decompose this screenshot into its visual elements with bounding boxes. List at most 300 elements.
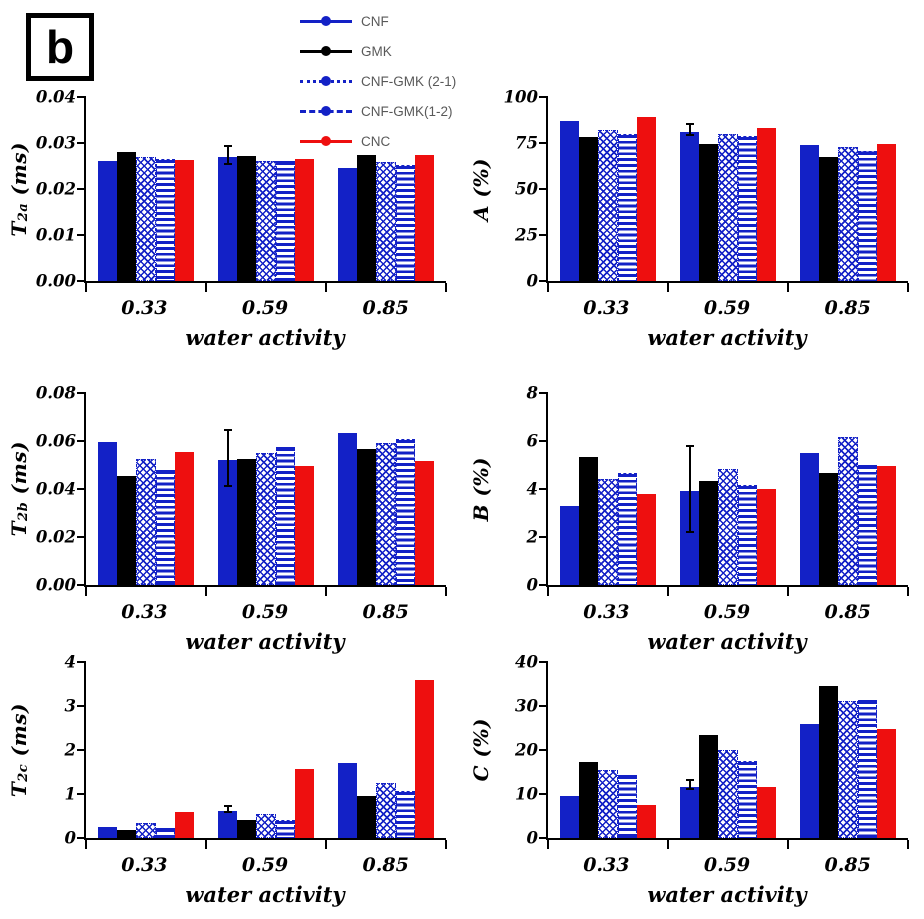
y-tick-mark-icon	[77, 749, 86, 751]
x-axis-title: water activity	[647, 325, 807, 350]
bar-cnf-gmk-1-2-	[156, 470, 175, 585]
legend-marker-icon	[300, 45, 352, 57]
x-tick-label: 0.85	[362, 854, 409, 876]
bar-gmk	[357, 155, 376, 281]
bar-slot	[415, 97, 434, 281]
x-axis-title: water activity	[647, 629, 807, 654]
y-tick-label: 20	[515, 739, 538, 759]
x-tick-mark-icon	[547, 840, 549, 849]
y-axis-title: $T_{2c}$ (ms)	[7, 702, 31, 798]
bar-slot	[175, 97, 194, 281]
bar-group-0.85	[326, 662, 446, 838]
bar-cnc	[175, 452, 194, 585]
bar-cnc	[637, 117, 656, 281]
y-tick-mark-icon	[539, 488, 548, 490]
x-tick-mark-icon	[667, 840, 669, 849]
y-tick-mark-icon	[539, 280, 548, 282]
bar-cnf-gmk-2-1-	[256, 453, 275, 585]
y-tick-label: 3	[64, 695, 76, 715]
x-tick-label: 0.85	[824, 601, 871, 623]
bar-slot	[256, 97, 275, 281]
bar-gmk	[699, 144, 718, 281]
y-tick-label: 4	[526, 478, 538, 498]
bar-cnc	[295, 769, 314, 838]
x-tick-label: 0.85	[824, 854, 871, 876]
x-tick-label: 0.33	[121, 297, 168, 319]
bar-cnf-gmk-2-1-	[256, 814, 275, 838]
y-tick-mark-icon	[77, 142, 86, 144]
bar-slot	[218, 662, 237, 838]
y-tick-mark-icon	[77, 188, 86, 190]
error-bar	[224, 145, 232, 166]
y-tick-label: 0.02	[35, 178, 76, 198]
x-tick-mark-icon	[205, 840, 207, 849]
panel-label	[26, 13, 94, 81]
legend-label: CNC	[361, 133, 391, 149]
y-tick-label: 100	[503, 86, 538, 106]
y-tick-label: 0.00	[35, 270, 76, 290]
bar-cnf-gmk-1-2-	[858, 151, 877, 281]
bar-slot	[156, 662, 175, 838]
bar-cnf-gmk-1-2-	[276, 447, 295, 585]
y-tick-mark-icon	[539, 234, 548, 236]
x-axis-tick-labels	[84, 283, 446, 319]
y-tick-label: 8	[526, 382, 538, 402]
x-tick-mark-icon	[205, 587, 207, 596]
y-tick-label: 0	[64, 827, 76, 847]
bar-cnf-gmk-2-1-	[376, 443, 395, 585]
bar-slot	[699, 97, 718, 281]
y-tick-mark-icon	[77, 661, 86, 663]
x-tick-label: 0.59	[241, 854, 289, 876]
x-axis-tick-labels	[546, 840, 908, 876]
legend-label: CNF	[361, 13, 389, 29]
bar-gmk	[357, 796, 376, 838]
bar-slot	[256, 393, 275, 585]
bar-cnf-gmk-2-1-	[838, 437, 857, 585]
bar-cnf-gmk-1-2-	[738, 136, 757, 281]
y-tick-mark-icon	[77, 96, 86, 98]
x-tick-mark-icon	[907, 587, 909, 596]
bar-slot	[819, 662, 838, 838]
x-tick-mark-icon	[907, 840, 909, 849]
bar-gmk	[357, 449, 376, 585]
bar-cnf-gmk-1-2-	[396, 439, 415, 585]
bar-slot	[757, 662, 776, 838]
bar-slot	[757, 393, 776, 585]
bar-group-0.85	[326, 97, 446, 281]
bar-cnc	[415, 461, 434, 585]
bar-slot	[560, 662, 579, 838]
x-tick-mark-icon	[325, 587, 327, 596]
bar-cnf	[338, 763, 357, 838]
x-tick-mark-icon	[445, 283, 447, 292]
bar-gmk	[819, 686, 838, 838]
y-tick-label: 2	[64, 739, 76, 759]
bar-slot	[838, 97, 857, 281]
bar-slot	[699, 662, 718, 838]
bar-cnc	[877, 466, 896, 585]
legend-marker-icon	[300, 15, 352, 27]
legend-label: CNF-GMK (2-1)	[361, 73, 457, 89]
bar-cnc	[175, 812, 194, 838]
y-tick-mark-icon	[539, 661, 548, 663]
bar-cnf-gmk-2-1-	[838, 701, 857, 838]
bar-slot	[618, 97, 637, 281]
y-tick-label: 0.03	[35, 132, 76, 152]
y-tick-label: 0.00	[35, 574, 76, 594]
x-tick-mark-icon	[787, 840, 789, 849]
x-tick-label: 0.33	[583, 601, 630, 623]
bar-group-0.33	[548, 393, 668, 585]
y-axis-title: $T_{2a}$ (ms)	[7, 141, 31, 237]
bar-cnf-gmk-2-1-	[376, 783, 395, 838]
bar-cnf-gmk-1-2-	[396, 165, 415, 281]
y-axis-title: $T_{2b}$ (ms)	[7, 441, 31, 537]
plot-area	[84, 393, 446, 587]
bar-slot	[738, 393, 757, 585]
bar-slot	[175, 393, 194, 585]
error-bar	[686, 779, 694, 789]
plot-area	[84, 97, 446, 283]
y-tick-mark-icon	[539, 440, 548, 442]
x-tick-mark-icon	[85, 283, 87, 292]
y-tick-label: 40	[515, 651, 538, 671]
x-tick-mark-icon	[787, 283, 789, 292]
x-tick-mark-icon	[325, 283, 327, 292]
bar-group-0.33	[86, 393, 206, 585]
legend-label: GMK	[361, 43, 392, 59]
y-tick-mark-icon	[539, 392, 548, 394]
y-tick-label: 0.04	[35, 86, 76, 106]
bar-gmk	[117, 152, 136, 281]
bar-slot	[579, 97, 598, 281]
bar-cnf-gmk-2-1-	[838, 147, 857, 281]
bar-cnf-gmk-1-2-	[396, 791, 415, 838]
bar-cnc	[295, 159, 314, 281]
x-tick-label: 0.33	[121, 601, 168, 623]
bar-slot	[136, 393, 155, 585]
x-tick-label: 0.33	[121, 854, 168, 876]
bar-cnc	[175, 160, 194, 281]
x-tick-mark-icon	[85, 840, 87, 849]
chart-a_pct	[462, 84, 924, 378]
bar-slot	[276, 97, 295, 281]
bar-slot	[877, 97, 896, 281]
bar-cnf	[800, 145, 819, 281]
x-axis-title: water activity	[647, 882, 807, 907]
x-tick-mark-icon	[445, 587, 447, 596]
bar-slot	[800, 97, 819, 281]
bar-slot	[680, 393, 699, 585]
bar-slot	[98, 393, 117, 585]
bar-slot	[338, 393, 357, 585]
x-tick-mark-icon	[205, 283, 207, 292]
y-tick-label: 0	[526, 574, 538, 594]
bar-cnf-gmk-1-2-	[738, 485, 757, 585]
bar-slot	[237, 662, 256, 838]
y-tick-label: 0	[526, 827, 538, 847]
bar-slot	[718, 662, 737, 838]
bar-group-0.59	[668, 662, 788, 838]
bar-group-0.59	[206, 97, 326, 281]
x-tick-mark-icon	[547, 283, 549, 292]
bar-slot	[598, 393, 617, 585]
bar-slot	[680, 662, 699, 838]
bar-cnf	[680, 132, 699, 281]
bar-cnf	[560, 796, 579, 838]
bar-group-0.33	[86, 662, 206, 838]
x-tick-label: 0.85	[362, 297, 409, 319]
bar-gmk	[579, 457, 598, 585]
bar-slot	[237, 97, 256, 281]
bar-cnf	[338, 168, 357, 281]
chart-c_pct	[462, 650, 924, 919]
bar-slot	[637, 97, 656, 281]
bar-gmk	[699, 481, 718, 585]
y-tick-mark-icon	[539, 705, 548, 707]
chart-b_pct	[462, 378, 924, 654]
y-tick-mark-icon	[77, 234, 86, 236]
x-tick-mark-icon	[787, 587, 789, 596]
legend-item-gmk	[300, 36, 456, 66]
y-tick-mark-icon	[539, 584, 548, 586]
bar-cnf-gmk-1-2-	[618, 775, 637, 838]
bar-slot	[376, 662, 395, 838]
bar-slot	[175, 662, 194, 838]
y-tick-label: 0.06	[35, 430, 76, 450]
bar-cnf-gmk-2-1-	[598, 479, 617, 585]
bar-gmk	[117, 830, 136, 838]
bar-slot	[415, 662, 434, 838]
y-tick-mark-icon	[539, 188, 548, 190]
bar-cnf-gmk-2-1-	[256, 161, 275, 281]
x-tick-mark-icon	[667, 283, 669, 292]
x-axis-tick-labels	[546, 283, 908, 319]
x-tick-label: 0.59	[703, 297, 751, 319]
bar-cnc	[757, 787, 776, 838]
bar-cnf	[560, 506, 579, 585]
x-tick-label: 0.85	[362, 601, 409, 623]
bar-slot	[256, 662, 275, 838]
bar-group-0.33	[86, 97, 206, 281]
y-tick-mark-icon	[539, 536, 548, 538]
x-tick-label: 0.59	[703, 601, 751, 623]
bar-slot	[357, 662, 376, 838]
bar-cnf-gmk-2-1-	[718, 750, 737, 838]
bar-gmk	[237, 156, 256, 281]
chart-t2a	[0, 84, 462, 378]
legend-dot-icon	[321, 46, 331, 56]
bar-cnc	[415, 680, 434, 838]
bar-slot	[858, 393, 877, 585]
bar-slot	[117, 662, 136, 838]
bar-slot	[858, 662, 877, 838]
bar-cnf-gmk-2-1-	[598, 130, 617, 281]
bar-slot	[136, 97, 155, 281]
plot-area	[546, 97, 908, 283]
x-tick-label: 0.59	[241, 297, 289, 319]
y-tick-label: 75	[515, 132, 538, 152]
charts-grid	[0, 84, 924, 919]
bar-slot	[218, 393, 237, 585]
bar-slot	[357, 97, 376, 281]
bar-slot	[738, 662, 757, 838]
x-axis-title: water activity	[185, 629, 345, 654]
chart-t2c	[0, 650, 462, 919]
bar-slot	[819, 393, 838, 585]
y-tick-mark-icon	[77, 440, 86, 442]
bar-cnf-gmk-1-2-	[858, 700, 877, 838]
bar-cnf-gmk-2-1-	[136, 823, 155, 838]
y-tick-mark-icon	[77, 793, 86, 795]
y-tick-label: 50	[515, 178, 538, 198]
bar-slot	[637, 662, 656, 838]
bar-group-0.85	[788, 393, 908, 585]
chart-t2b	[0, 378, 462, 654]
bar-group-0.85	[326, 393, 446, 585]
x-axis-tick-labels	[546, 587, 908, 623]
y-tick-label: 25	[515, 224, 538, 244]
bar-cnc	[295, 466, 314, 585]
legend-label: CNF-GMK(1-2)	[361, 103, 453, 119]
bar-cnf-gmk-2-1-	[598, 770, 617, 838]
bar-slot	[579, 393, 598, 585]
bar-group-0.59	[206, 393, 326, 585]
y-tick-label: 0	[526, 270, 538, 290]
bar-gmk	[237, 820, 256, 838]
y-tick-label: 2	[526, 526, 538, 546]
bar-cnf	[800, 724, 819, 838]
bar-cnf-gmk-2-1-	[136, 157, 155, 281]
bar-cnf	[800, 453, 819, 585]
bar-gmk	[237, 459, 256, 585]
x-tick-mark-icon	[907, 283, 909, 292]
bar-cnc	[415, 155, 434, 282]
bar-slot	[338, 662, 357, 838]
bar-cnc	[637, 805, 656, 838]
bar-slot	[98, 662, 117, 838]
bar-group-0.33	[548, 97, 668, 281]
y-tick-mark-icon	[77, 584, 86, 586]
y-tick-label: 30	[515, 695, 538, 715]
y-tick-mark-icon	[77, 536, 86, 538]
y-axis-title: B (%)	[469, 456, 493, 522]
bar-slot	[738, 97, 757, 281]
y-tick-label: 10	[515, 783, 538, 803]
bar-gmk	[579, 762, 598, 838]
y-tick-mark-icon	[539, 142, 548, 144]
bar-cnf-gmk-1-2-	[738, 761, 757, 838]
bar-cnf	[218, 157, 237, 281]
bar-slot	[396, 97, 415, 281]
bar-cnf	[338, 433, 357, 585]
bar-slot	[877, 662, 896, 838]
error-bar	[686, 445, 694, 533]
bar-slot	[156, 97, 175, 281]
bar-slot	[718, 97, 737, 281]
bar-slot	[156, 393, 175, 585]
bar-slot	[757, 97, 776, 281]
bar-cnf-gmk-2-1-	[718, 469, 737, 585]
error-bar	[224, 429, 232, 487]
bar-slot	[699, 393, 718, 585]
bar-slot	[295, 393, 314, 585]
bar-slot	[800, 393, 819, 585]
bar-slot	[396, 662, 415, 838]
bar-slot	[637, 393, 656, 585]
bar-slot	[376, 97, 395, 281]
bar-slot	[579, 662, 598, 838]
bar-cnf	[98, 442, 117, 585]
bar-gmk	[699, 735, 718, 838]
bar-slot	[680, 97, 699, 281]
bar-cnc	[757, 489, 776, 585]
x-tick-label: 0.59	[703, 854, 751, 876]
bar-group-0.59	[206, 662, 326, 838]
y-axis-title: C (%)	[469, 718, 493, 782]
plot-area	[546, 662, 908, 840]
y-tick-mark-icon	[539, 749, 548, 751]
y-tick-mark-icon	[77, 705, 86, 707]
bar-cnf	[218, 811, 237, 838]
bar-group-0.59	[668, 97, 788, 281]
error-bar	[686, 123, 694, 135]
x-tick-mark-icon	[85, 587, 87, 596]
bar-cnf-gmk-1-2-	[276, 820, 295, 838]
x-tick-label: 0.85	[824, 297, 871, 319]
legend-item-cnf	[300, 6, 456, 36]
x-tick-mark-icon	[445, 840, 447, 849]
x-tick-mark-icon	[325, 840, 327, 849]
bar-slot	[838, 393, 857, 585]
bar-group-0.85	[788, 97, 908, 281]
bar-cnc	[877, 144, 896, 281]
bar-gmk	[819, 157, 838, 281]
bar-slot	[396, 393, 415, 585]
bar-slot	[618, 393, 637, 585]
bar-cnc	[757, 128, 776, 281]
y-tick-mark-icon	[77, 280, 86, 282]
x-tick-mark-icon	[547, 587, 549, 596]
bar-cnf-gmk-1-2-	[618, 473, 637, 585]
bar-cnc	[877, 729, 896, 838]
bar-cnf-gmk-1-2-	[276, 161, 295, 281]
bar-group-0.85	[788, 662, 908, 838]
bar-slot	[598, 662, 617, 838]
plot-area	[546, 393, 908, 587]
y-tick-label: 0.01	[35, 224, 76, 244]
bar-slot	[295, 97, 314, 281]
bar-slot	[819, 97, 838, 281]
y-tick-label: 0.08	[35, 382, 76, 402]
x-tick-label: 0.33	[583, 854, 630, 876]
bar-slot	[560, 97, 579, 281]
bar-slot	[218, 97, 237, 281]
bar-slot	[376, 393, 395, 585]
bar-slot	[357, 393, 376, 585]
y-tick-label: 0.04	[35, 478, 76, 498]
bar-slot	[598, 97, 617, 281]
bar-slot	[237, 393, 256, 585]
bar-cnf-gmk-1-2-	[618, 134, 637, 281]
bar-slot	[858, 97, 877, 281]
bar-gmk	[579, 137, 598, 281]
bar-cnf	[98, 827, 117, 838]
y-tick-mark-icon	[77, 837, 86, 839]
bar-slot	[718, 393, 737, 585]
x-axis-title: water activity	[185, 882, 345, 907]
